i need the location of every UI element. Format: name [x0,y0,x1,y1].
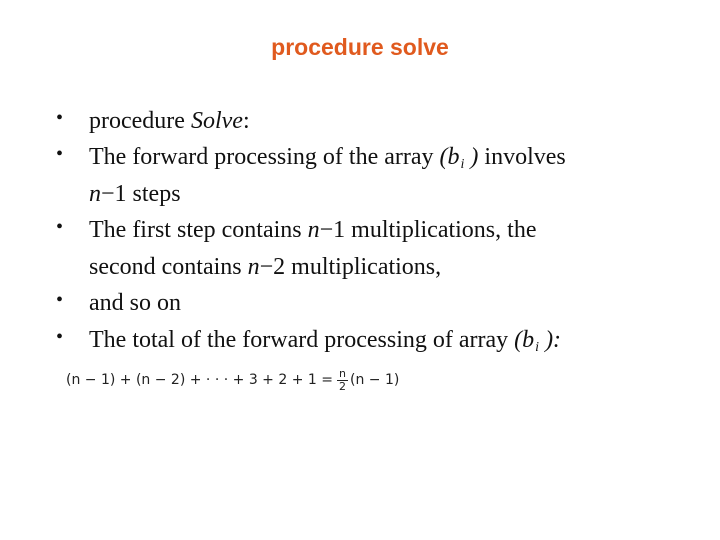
array-close: ) [464,144,479,171]
var-n: n [307,217,320,244]
formula-rhs: (n − 1) [349,372,400,389]
array-subscript: i [460,157,465,173]
bullet-marker: • [56,289,64,312]
bullet-forward-processing [56,139,676,212]
bullet-total [56,322,676,358]
bullet-line [89,249,676,285]
formula-lhs: (n − 1) + (n − 2) + · · · + 3 + 2 + 1 = [66,372,333,389]
text: The total of the forward processing of array [89,326,515,353]
slide-title: procedure solve [271,34,449,60]
text: : [242,108,250,134]
bullet-line [89,322,676,358]
var-n: n [89,180,101,207]
bullet-marker: • [56,143,64,166]
text: −2 multiplications, [259,253,442,280]
bullet-line: and so on [89,290,181,317]
bullet-line [89,103,676,139]
bullet-marker: • [56,216,64,239]
bullet-marker: • [56,107,64,129]
text: The forward processing of the array [89,144,440,171]
bullet-list [56,103,676,358]
fraction-numerator: n [338,367,346,380]
bullet-line [89,176,676,212]
procedure-name: Solve [190,108,243,134]
bullet-procedure-solve [56,103,676,139]
array-open: (b [514,326,535,353]
text: second contains [89,253,248,280]
array-close: ): [539,326,562,353]
bullet-line [89,212,676,248]
sum-formula [66,368,399,392]
array-subscript: i [535,339,540,355]
array-symbol [514,327,561,353]
text: The first step contains [89,217,308,244]
bullet-line [89,139,676,175]
text: −1 multiplications, the [319,217,537,244]
fraction-denominator: 2 [338,379,346,393]
text: −1 steps [101,180,181,207]
text: procedure [89,108,191,134]
array-symbol [439,144,479,173]
text: involves [478,144,566,171]
bullet-and-so-on [56,285,676,321]
bullet-marker: • [56,325,64,348]
array-open: (b [439,144,460,171]
var-n: n [247,253,260,280]
bullet-first-step [56,212,676,285]
formula-fraction [337,368,348,392]
